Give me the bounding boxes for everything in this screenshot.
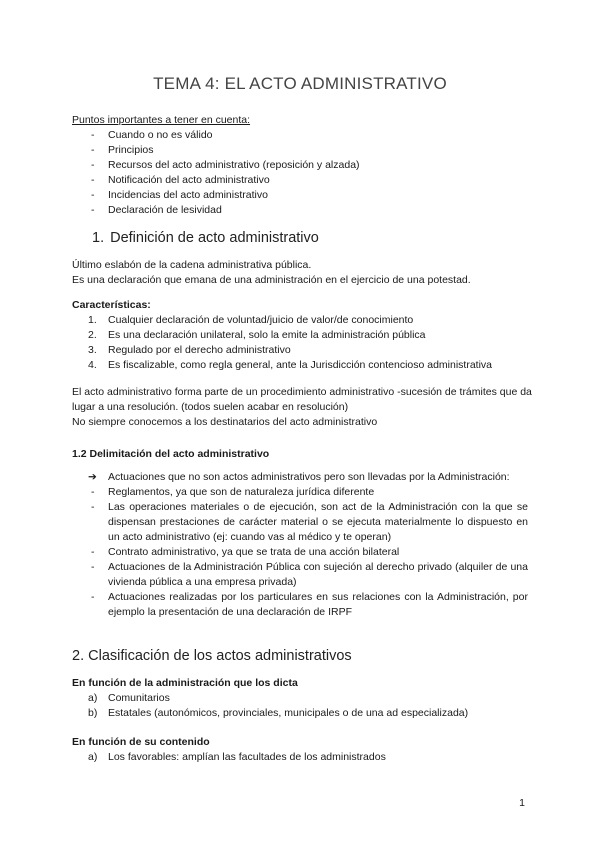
list-number: 2. [88, 329, 97, 341]
list-dash: - [91, 546, 95, 558]
list-text: Comunitarios [108, 692, 170, 704]
list-text: Contrato administrativo, ya que se trata de una acción bilateral [108, 546, 400, 558]
subheading: En función de la administración que los dicta [72, 677, 298, 689]
page-number: 1 [519, 797, 525, 809]
intro-heading: Puntos importantes a tener en cuenta: [72, 114, 251, 126]
section1-number: 1. [92, 230, 105, 246]
subheading: En función de su contenido [72, 736, 210, 748]
classification-content-list [72, 750, 532, 765]
list-item [72, 470, 528, 485]
list-text: Actuaciones que no son actos administrativos pero son llevadas por la Administración: [108, 471, 510, 483]
list-letter: b) [88, 707, 98, 719]
list-item [72, 590, 528, 620]
list-item: - Recursos del acto administrativo (reposición y alzada) [72, 158, 532, 173]
characteristics-block [72, 298, 532, 373]
list-dash: - [91, 591, 95, 603]
list-item [72, 706, 532, 721]
list-item [72, 691, 532, 706]
characteristics-list [72, 313, 532, 373]
list-text: Estatales (autonómicos, provinciales, municipales o de una ad especializada) [108, 707, 469, 719]
document-title: TEMA 4: EL ACTO ADMINISTRATIVO [153, 74, 447, 93]
list-dash: - [91, 501, 95, 513]
section1-body [72, 385, 532, 430]
classification-admin-block [72, 676, 532, 721]
list-dash: - [91, 561, 95, 573]
list-text: Los favorables: amplían las facultades de los administrados [108, 751, 386, 763]
list-text: Actuaciones realizadas por los particulares en sus relaciones con la Administración, por ejemplo la presentación de una declaración de IRPF [108, 591, 528, 618]
list-text: Cualquier declaración de voluntad/juicio de valor/de conocimiento [108, 314, 414, 326]
section12-heading: 1.2 Delimitación del acto administrativo [72, 448, 270, 460]
section1-definition [72, 258, 532, 288]
list-letter: a) [88, 751, 98, 763]
section1-title: Definición de acto administrativo [110, 230, 319, 246]
paragraph: Último eslabón de la cadena administrativa pública. [72, 259, 312, 271]
list-text: Las operaciones materiales o de ejecución, son act de la Administración con la que se dispensan prestaciones de carácter material o se ejecuta materialmente lo dispuesto en un acto administrativo (ej: cuando vas al médico y te operan) [108, 501, 528, 543]
list-item: - Principios [72, 143, 532, 158]
list-text: Es fiscalizable, como regla general, ante la Jurisdicción contencioso administrativa [108, 359, 493, 371]
paragraph: No siempre conocemos a los destinatarios del acto administrativo [72, 416, 378, 428]
list-dash: - [91, 486, 95, 498]
section1-heading [92, 230, 319, 246]
section12-list [72, 470, 528, 620]
list-item [72, 485, 528, 500]
list-letter: a) [88, 692, 98, 704]
list-item [72, 358, 532, 373]
list-item [72, 313, 532, 328]
list-text: Reglamentos, ya que son de naturaleza jurídica diferente [108, 486, 375, 498]
list-item: - Incidencias del acto administrativo [72, 188, 532, 203]
classification-admin-list [72, 691, 532, 721]
section2-heading: 2. Clasificación de los actos administrativos [72, 648, 352, 664]
classification-content-block [72, 735, 532, 765]
characteristics-heading: Características: [72, 299, 151, 311]
list-item: - Declaración de lesividad [72, 203, 532, 218]
list-item [72, 750, 532, 765]
paragraph: Es una declaración que emana de una administración en el ejercicio de una potestad. [72, 274, 471, 286]
paragraph: El acto administrativo forma parte de un procedimiento administrativo -sucesión de trámites que da lugar a una resolución. (todos suelen acabar en resolución) [72, 386, 532, 413]
intro-list [72, 128, 532, 218]
list-item [72, 343, 532, 358]
list-item: - Cuando o no es válido [72, 128, 532, 143]
section12-block [72, 470, 528, 620]
list-number: 4. [88, 359, 97, 371]
list-text: Regulado por el derecho administrativo [108, 344, 291, 356]
list-number: 1. [88, 314, 97, 326]
list-item: - Notificación del acto administrativo [72, 173, 532, 188]
list-text: Actuaciones de la Administración Pública con sujeción al derecho privado (alquiler de una vivienda pública a una empresa privada) [108, 561, 528, 588]
list-item [72, 500, 528, 545]
list-item [72, 560, 528, 590]
list-item [72, 545, 528, 560]
arrow-icon: ➔ [88, 471, 97, 483]
list-number: 3. [88, 344, 97, 356]
list-text: Es una declaración unilateral, solo la emite la administración pública [108, 329, 426, 341]
list-item [72, 328, 532, 343]
intro-block [72, 113, 532, 218]
